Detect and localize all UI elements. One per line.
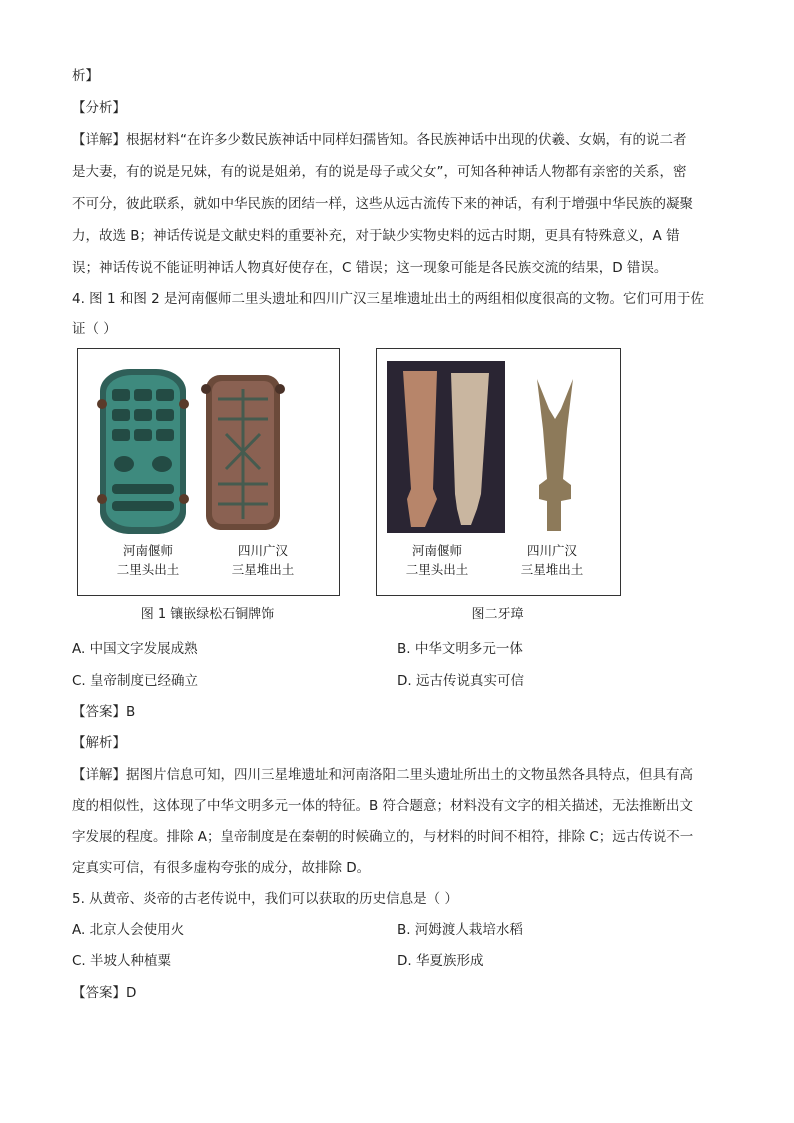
figure-1-label-right-line1: 四川广汉	[237, 543, 288, 558]
q4-option-b: B. 中华文明多元一体	[397, 641, 523, 657]
figure-1-label-left-line2: 二里头出土	[116, 562, 180, 577]
q4-detail-line: 度的相似性，这体现了中华文明多元一体的特征。B 符合题意；材料没有文字的相关描述，无法推断出文	[72, 798, 694, 814]
q5-option-b: B. 河姆渡人栽培水稻	[397, 922, 523, 938]
q4-option-a: A. 中国文字发展成熟	[72, 641, 198, 657]
yazhang-image	[377, 349, 620, 539]
q4-detail-line: 字发展的程度。排除 A；皇帝制度是在秦朝的时候确立的，与材料的时间不相符，排除 C；远古传说不一	[72, 829, 694, 845]
figure-2-caption: 图二牙璋	[471, 607, 524, 622]
figure-2-label-right-line1: 四川广汉	[526, 543, 577, 558]
q5-option-c: C. 半坡人种植粟	[72, 953, 172, 969]
figure-2-label-right-line2: 三星堆出土	[520, 562, 584, 577]
plaque-right	[201, 375, 285, 530]
bronze-plaque-image	[78, 349, 339, 539]
q5-answer: 【答案】D	[72, 985, 137, 1001]
figure-1-label-right-line2: 三星堆出土	[231, 562, 295, 577]
q4-detail-line: 定真实可信，有很多虚构夸张的成分，故排除 D。	[72, 860, 371, 876]
question-4-stem-cont: 证（ ）	[72, 321, 117, 337]
text-line: 误；神话传说不能证明神话人物真好使存在，C 错误；这一现象可能是各民族交流的结果，D 错误。	[72, 260, 668, 276]
text-line: 力，故选 B；神话传说是文献史料的重要补充，对于缺少实物史料的远古时期，更具有特殊意义，A 错	[72, 228, 680, 244]
q4-option-c: C. 皇帝制度已经确立	[72, 673, 199, 689]
q5-option-d: D. 华夏族形成	[397, 953, 484, 969]
figure-2	[376, 348, 621, 596]
figure-2-label-left-line1: 河南偃师	[411, 543, 462, 558]
figure-1-caption: 图 1 镶嵌绿松石铜牌饰	[140, 607, 275, 622]
analysis-heading: 【分析】	[72, 100, 126, 116]
q5-option-a: A. 北京人会使用火	[72, 922, 185, 938]
figure-1-label-left-line1: 河南偃师	[122, 543, 173, 558]
question-4-stem: 4. 图 1 和图 2 是河南偃师二里头遗址和四川广汉三星堆遗址出土的两组相似度很高的文物。它们可用于佐	[72, 291, 705, 307]
q4-analysis-heading: 【解析】	[72, 735, 126, 751]
text-line: 析】	[72, 68, 99, 84]
text-line: 不可分，彼此联系，就如中华民族的团结一样，这些从远古流传下来的神话，有利于增强中华民族的凝聚	[72, 196, 693, 212]
question-5-stem: 5. 从黄帝、炎帝的古老传说中，我们可以获取的历史信息是（ ）	[72, 891, 458, 907]
figure-1	[77, 348, 340, 596]
plaque-left	[97, 369, 189, 534]
text-line: 是大妻，有的说是兄妹，有的说是姐弟，有的说是母子或父女”，可知各种神话人物都有亲密的关系，密	[72, 164, 687, 180]
figure-2-label-left-line2: 二里头出土	[405, 562, 469, 577]
text-line: 【详解】根据材料“在许多少数民族神话中同样妇孺皆知。各民族神话中出现的伏羲、女娲，有的说二者	[72, 132, 687, 148]
q4-option-d: D. 远古传说真实可信	[397, 673, 524, 689]
q4-answer: 【答案】B	[72, 704, 136, 720]
q4-detail-line: 【详解】据图片信息可知，四川三星堆遗址和河南洛阳二里头遗址所出土的文物虽然各具特点，但具有高	[72, 767, 693, 783]
